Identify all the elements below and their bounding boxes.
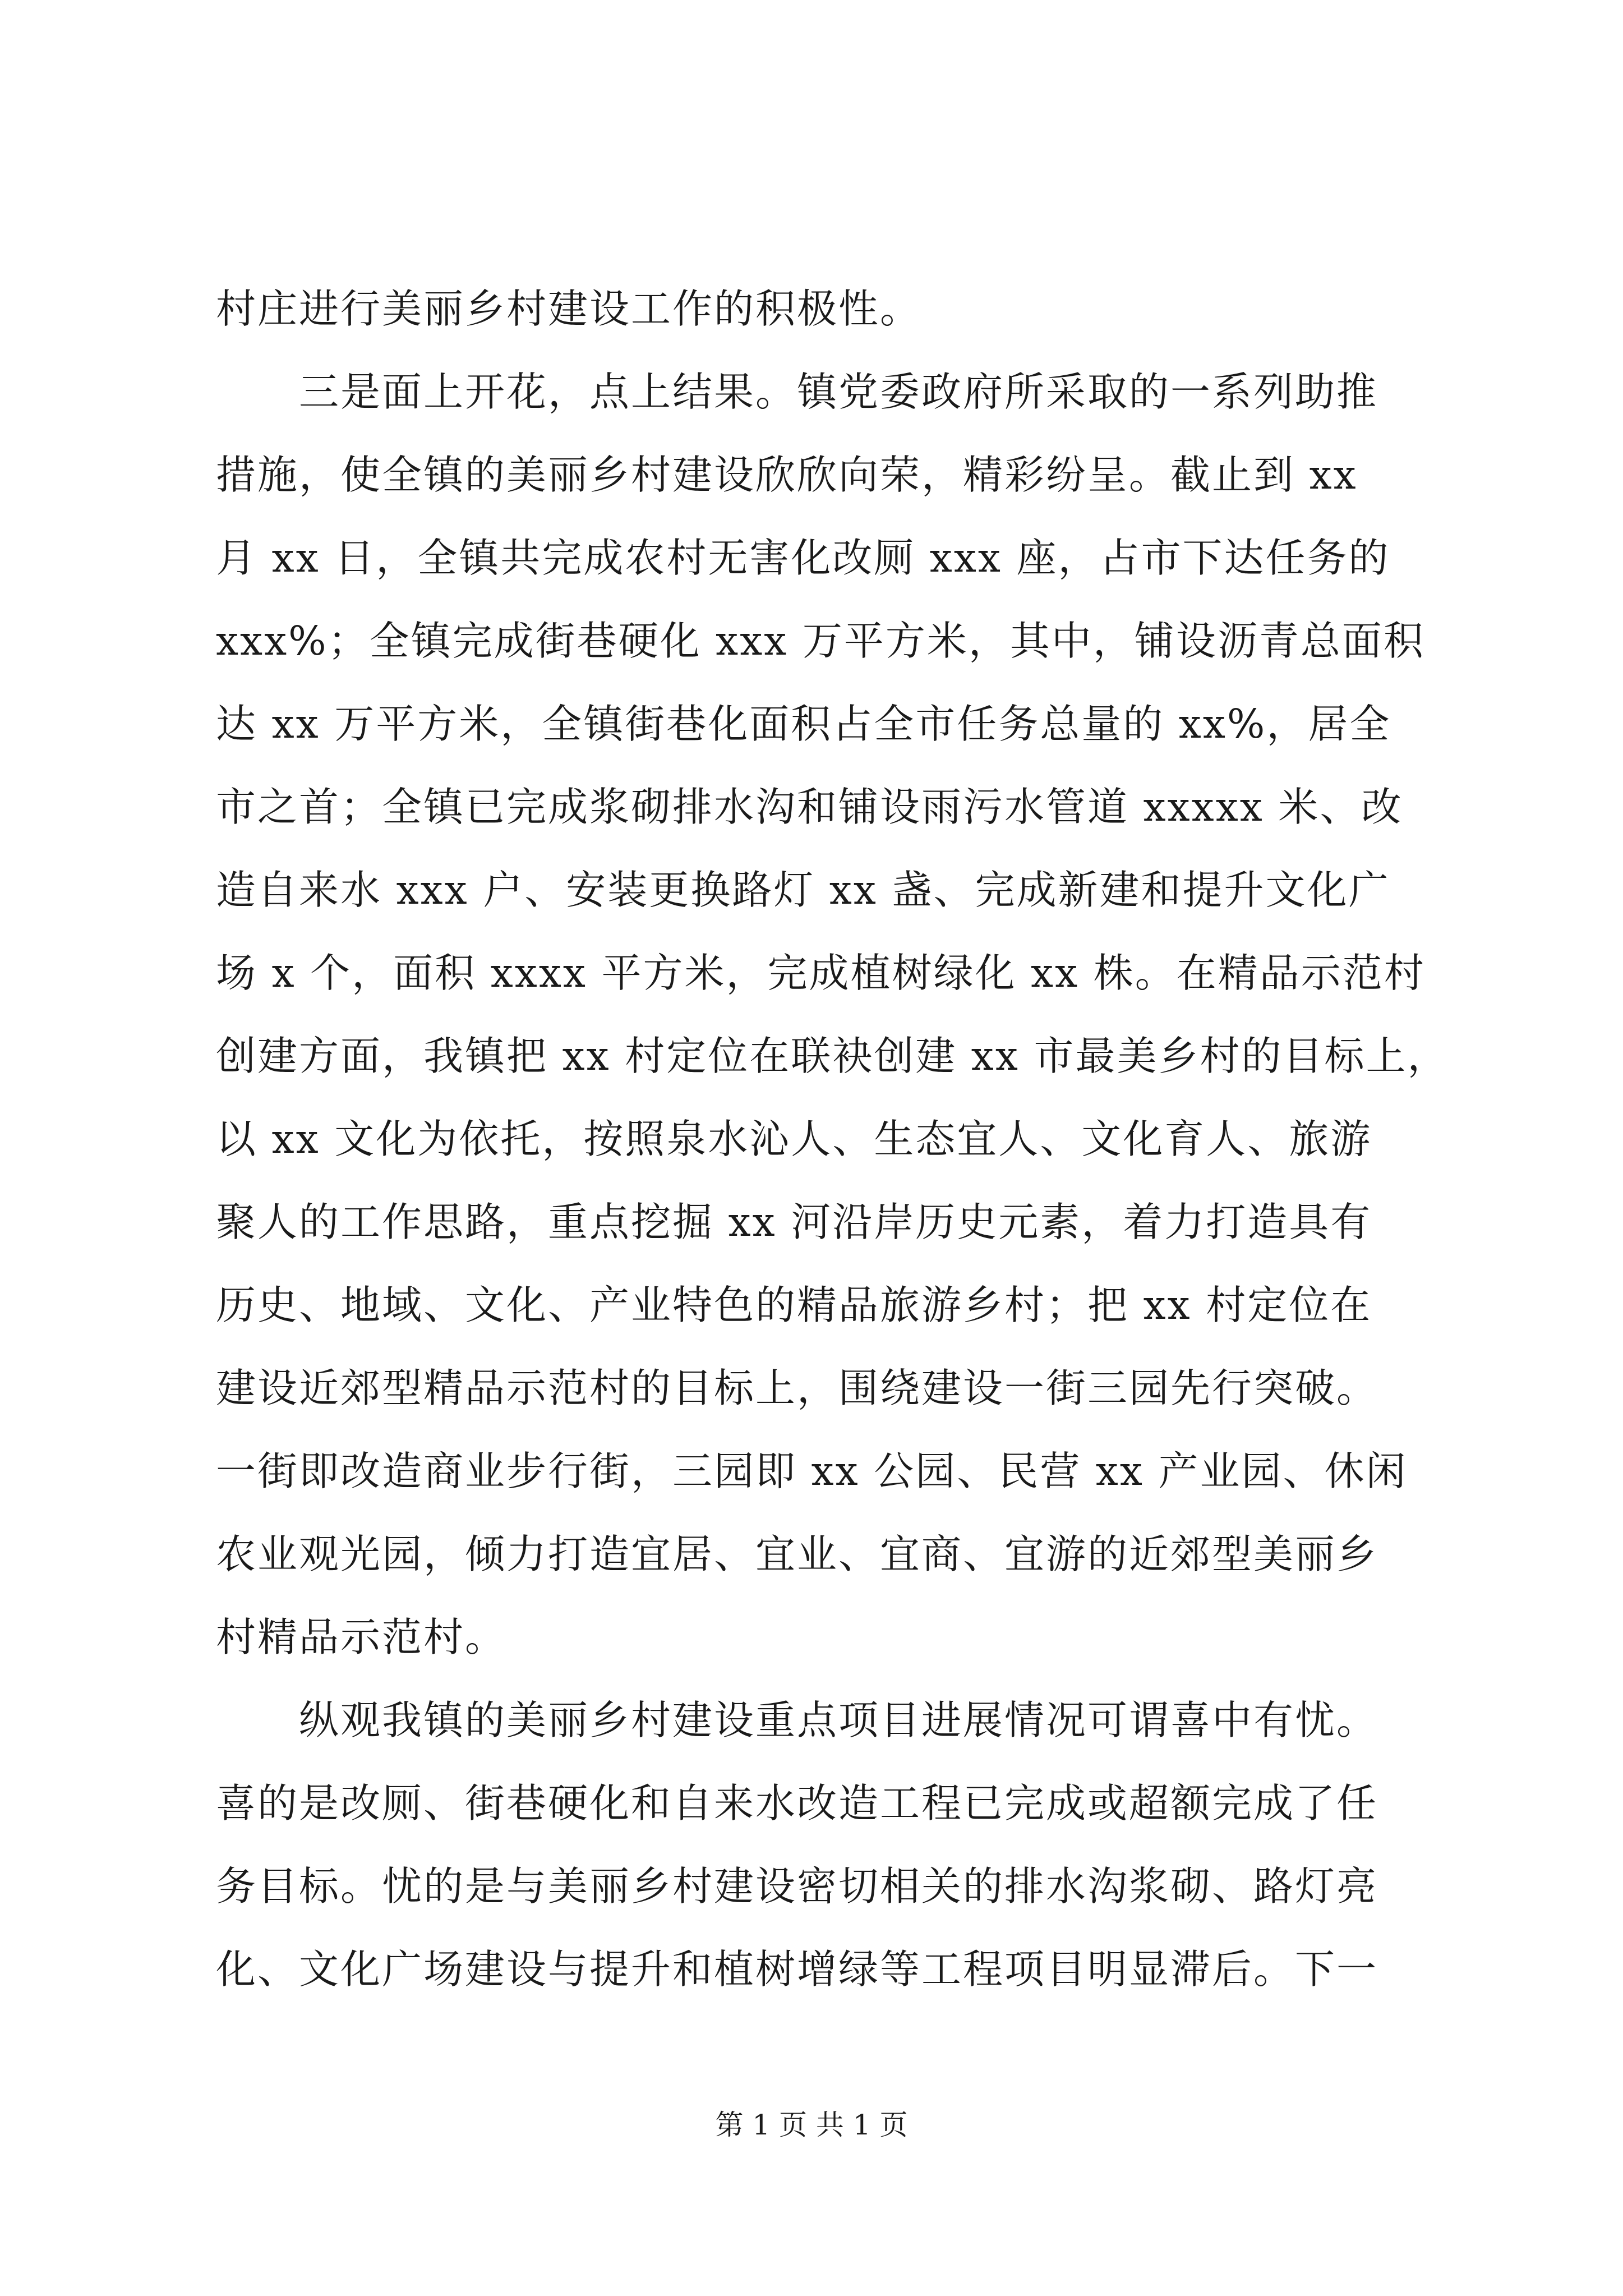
page-footer: 第 1 页 共 1 页 bbox=[715, 2109, 908, 2141]
text-line: 化、文化广场建设与提升和植树增绿等工程项目明显滞后。下一 bbox=[216, 1946, 1378, 1993]
text-line: 月 xx 日，全镇共完成农村无害化改厕 xxx 座，占市下达任务的 bbox=[216, 535, 1390, 581]
text-line: 一街即改造商业步行街，三园即 xx 公园、民营 xx 产业园、休闲 bbox=[216, 1448, 1408, 1494]
text-line: 市之首；全镇已完成浆砌排水沟和铺设雨污水管道 xxxxx 米、改 bbox=[216, 784, 1403, 830]
text-line: 村庄进行美丽乡村建设工作的积极性。 bbox=[216, 286, 922, 332]
text-line: 三是面上开花，点上结果。镇党委政府所采取的一系列助推 bbox=[216, 369, 1378, 415]
body-text bbox=[216, 268, 1449, 2011]
text-line: xxx%；全镇完成街巷硬化 xxx 万平方米，其中，铺设沥青总面积 bbox=[216, 618, 1425, 664]
text-line: 农业观光园，倾力打造宜居、宜业、宜商、宜游的近郊型美丽乡 bbox=[216, 1531, 1378, 1577]
text-line: 务目标。忧的是与美丽乡村建设密切相关的排水沟浆砌、路灯亮 bbox=[216, 1863, 1378, 1910]
text-line: 创建方面，我镇把 xx 村定位在联袂创建 xx 市最美乡村的目标上， bbox=[216, 1033, 1449, 1079]
text-line: 场 x 个，面积 xxxx 平方米，完成植树绿化 xx 株。在精品示范村 bbox=[216, 950, 1426, 996]
text-line: 纵观我镇的美丽乡村建设重点项目进展情况可谓喜中有忧。 bbox=[216, 1697, 1378, 1743]
text-line: 历史、地域、文化、产业特色的精品旅游乡村；把 xx 村定位在 bbox=[216, 1282, 1372, 1328]
text-line: 造自来水 xxx 户、安装更换路灯 xx 盏、完成新建和提升文化广 bbox=[216, 867, 1390, 913]
text-line: 以 xx 文化为依托，按照泉水沁人、生态宜人、文化育人、旅游 bbox=[216, 1116, 1372, 1162]
text-line: 措施，使全镇的美丽乡村建设欣欣向荣，精彩纷呈。截止到 xx bbox=[216, 452, 1358, 498]
text-line: 聚人的工作思路，重点挖掘 xx 河沿岸历史元素，着力打造具有 bbox=[216, 1199, 1372, 1245]
text-line: 村精品示范村。 bbox=[216, 1614, 507, 1660]
text-line: 达 xx 万平方米，全镇街巷化面积占全市任务总量的 xx%，居全 bbox=[216, 701, 1391, 747]
text-line: 建设近郊型精品示范村的目标上，围绕建设一街三园先行突破。 bbox=[216, 1365, 1378, 1411]
text-line: 喜的是改厕、街巷硬化和自来水改造工程已完成或超额完成了任 bbox=[216, 1780, 1378, 1826]
